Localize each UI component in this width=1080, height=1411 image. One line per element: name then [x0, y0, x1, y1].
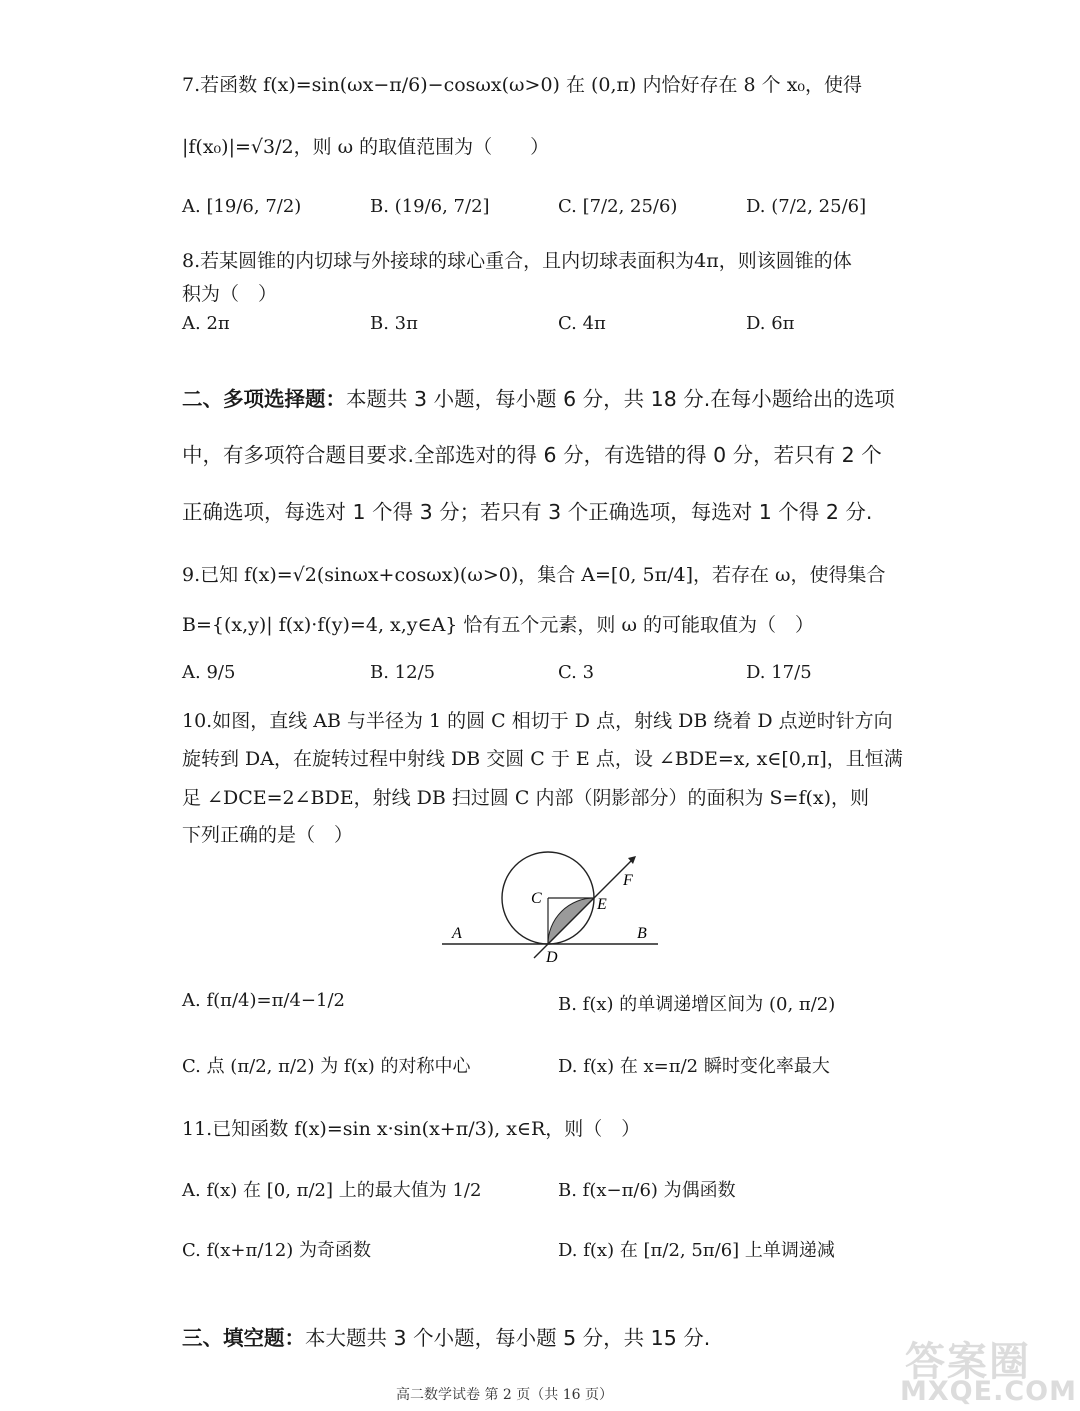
q8-line2: 积为（ ）: [182, 283, 278, 305]
q9-line1: 9.已知 f(x)=√2(sinωx+cosωx)(ω>0)，集合 A=[0, 5π/4]，若存在 ω，使得集合: [182, 564, 886, 586]
q9-option-a: A. 9/5: [182, 662, 236, 683]
q10-option-d: D. f(x) 在 x=π/2 瞬时变化率最大: [558, 1056, 830, 1077]
q10-line4: 下列正确的是（ ）: [182, 824, 354, 846]
q7-line2: |f(x₀)|=√3/2，则 ω 的取值范围为（ ）: [182, 136, 550, 158]
section2-text1: 本题共 3 小题，每小题 6 分，共 18 分.在每小题给出的选项: [346, 387, 895, 411]
label-e: E: [597, 896, 607, 913]
q9-option-b: B. 12/5: [370, 662, 436, 683]
q7-option-a: A. [19/6, 7/2): [182, 196, 302, 217]
label-a: A: [452, 925, 462, 942]
q10-line2: 旋转到 DA，在旋转过程中射线 DB 交圆 C 于 E 点，设 ∠BDE=x, x∈[0,π]，且恒满: [182, 748, 903, 770]
q8-option-d: D. 6π: [746, 313, 795, 334]
q11-option-d: D. f(x) 在 [π/2, 5π/6] 上单调递减: [558, 1240, 835, 1261]
q10-option-b: B. f(x) 的单调递增区间为 (0, π/2): [558, 994, 836, 1015]
q9-option-d: D. 17/5: [746, 662, 812, 683]
label-b: B: [637, 925, 647, 942]
q8-option-c: C. 4π: [558, 313, 606, 334]
section2-line2: 中，有多项符合题目要求.全部选对的得 6 分，有选错的得 0 分，若只有 2 个: [182, 443, 882, 467]
q8-option-a: A. 2π: [182, 313, 230, 334]
label-c: C: [531, 890, 542, 907]
section3-text: 本大题共 3 个小题，每小题 5 分，共 15 分.: [305, 1326, 711, 1350]
q7-option-b: B. (19/6, 7/2]: [370, 196, 490, 217]
watermark-logo: 答案圈: [905, 1339, 1031, 1385]
q11-option-a: A. f(x) 在 [0, π/2] 上的最大值为 1/2: [182, 1180, 482, 1201]
section3-title: 三、填空题：: [182, 1326, 305, 1350]
q11-option-b: B. f(x−π/6) 为偶函数: [558, 1180, 736, 1201]
q8-line1: 8.若某圆锥的内切球与外接球的球心重合，且内切球表面积为4π，则该圆锥的体: [182, 250, 852, 272]
q7-option-c: C. [7/2, 25/6): [558, 196, 678, 217]
q10-option-c: C. 点 (π/2, π/2) 为 f(x) 的对称中心: [182, 1056, 471, 1077]
q7-option-d: D. (7/2, 25/6]: [746, 196, 867, 217]
q11-line1: 11.已知函数 f(x)=sin x·sin(x+π/3), x∈R，则（ ）: [182, 1118, 641, 1140]
q8-option-b: B. 3π: [370, 313, 418, 334]
section2-line1: [182, 382, 895, 412]
page-footer: 高二数学试卷 第 2 页（共 16 页）: [396, 1387, 613, 1403]
label-d: D: [546, 949, 558, 965]
q11-option-c: C. f(x+π/12) 为奇函数: [182, 1240, 372, 1261]
q10-line1: 10.如图，直线 AB 与半径为 1 的圆 C 相切于 D 点，射线 DB 绕着 D 点逆时针方向: [182, 710, 893, 732]
q10-line3: 足 ∠DCE=2∠BDE，射线 DB 扫过圆 C 内部（阴影部分）的面积为 S=f(x)，则: [182, 787, 870, 809]
section2-line3: 正确选项，每选对 1 个得 3 分；若只有 3 个正确选项，每选对 1 个得 2 分.: [182, 500, 873, 524]
q9-line2: B={(x,y)| f(x)·f(y)=4, x,y∈A} 恰有五个元素，则 ω 的可能取值为（ ）: [182, 614, 814, 636]
watermark-url: MXQE.COM: [900, 1376, 1077, 1407]
label-f: F: [623, 872, 633, 889]
q10-figure: [430, 845, 670, 965]
section3-heading: [182, 1321, 710, 1351]
ray-df: [534, 858, 634, 958]
q10-option-a: A. f(π/4)=π/4−1/2: [182, 990, 345, 1011]
section2-title: 二、多项选择题：: [182, 387, 346, 411]
q7-line1: 7.若函数 f(x)=sin(ωx−π/6)−cosωx(ω>0) 在 (0,π) 内恰好存在 8 个 x₀，使得: [182, 74, 863, 96]
q9-option-c: C. 3: [558, 662, 595, 683]
